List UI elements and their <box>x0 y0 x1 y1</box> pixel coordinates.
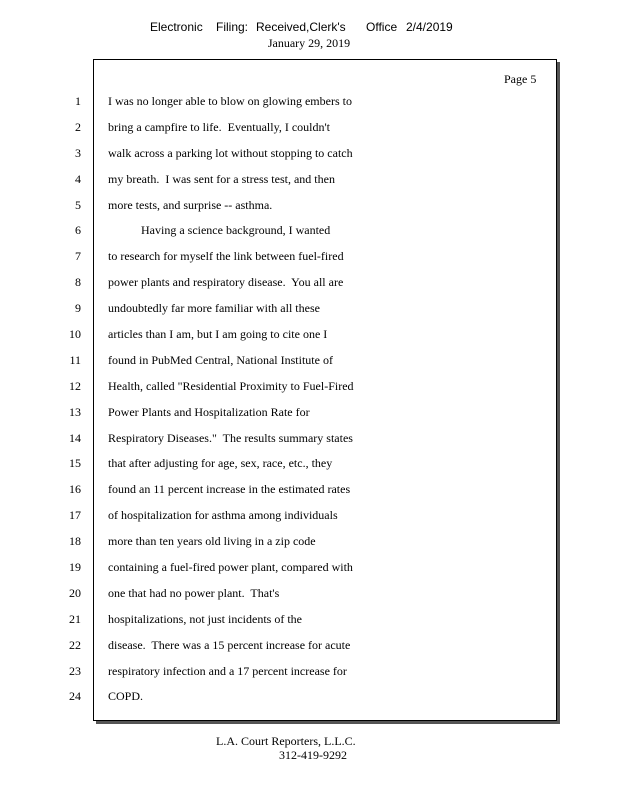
page-number: Page 5 <box>504 72 537 86</box>
line-number: 10 <box>69 327 81 342</box>
line-number: 15 <box>69 456 81 471</box>
line-number: 4 <box>75 171 81 186</box>
stamp-date: 2/4/2019 <box>406 20 453 34</box>
transcript-line <box>0 120 618 146</box>
line-text: more than ten years old living in a zip code <box>108 534 316 549</box>
transcript-line <box>0 405 618 431</box>
transcript-line <box>0 612 618 638</box>
stamp-received: Received,Clerk's <box>256 20 346 34</box>
line-number: 2 <box>75 119 81 134</box>
transcript-line <box>0 223 618 249</box>
line-text: I was no longer able to blow on glowing embers to <box>108 94 352 108</box>
transcript-line <box>0 249 618 275</box>
line-number: 7 <box>75 249 81 264</box>
line-text: walk across a parking lot without stopping to catch <box>108 145 353 160</box>
line-text: Having a science background, I wanted <box>108 223 331 238</box>
filed-date: January 29, 2019 <box>267 36 351 50</box>
line-text: Respiratory Diseases." The results summary states <box>108 430 353 445</box>
line-number: 21 <box>69 611 81 626</box>
line-number: 1 <box>75 94 81 108</box>
line-text: bring a campfire to life. Eventually, I couldn't <box>108 119 330 134</box>
line-number: 24 <box>69 689 81 704</box>
line-text: that after adjusting for age, sex, race, etc., they <box>108 456 333 471</box>
line-number: 9 <box>75 301 81 316</box>
transcript-line <box>0 560 618 586</box>
transcript-line <box>0 456 618 482</box>
transcript-line <box>0 664 618 690</box>
line-number: 18 <box>69 534 81 549</box>
electronic-filing-stamp <box>0 20 618 34</box>
line-number: 17 <box>69 508 81 523</box>
line-number: 8 <box>75 275 81 290</box>
transcript-line <box>0 94 618 120</box>
line-text: COPD. <box>108 689 144 704</box>
transcript-line <box>0 172 618 198</box>
line-number: 3 <box>75 145 81 160</box>
transcript-line <box>0 301 618 327</box>
line-text: respiratory infection and a 17 percent increase for <box>108 663 347 678</box>
stamp-filing: Filing: <box>216 20 249 34</box>
line-number: 19 <box>69 560 81 575</box>
transcript-line <box>0 379 618 405</box>
transcript-line <box>0 431 618 457</box>
court-reporter-phone: 312-419-9292 <box>279 748 347 762</box>
line-number: 14 <box>69 430 81 445</box>
court-reporter-firm: L.A. Court Reporters, L.L.C. <box>216 734 356 748</box>
line-text: to research for myself the link between fuel-fired <box>108 249 344 264</box>
transcript-line <box>0 534 618 560</box>
line-text: my breath. I was sent for a stress test, and then <box>108 171 335 186</box>
transcript-line <box>0 482 618 508</box>
line-text: disease. There was a 15 percent increase for acute <box>108 637 351 652</box>
line-text: found in PubMed Central, National Institute of <box>108 352 333 367</box>
line-number: 16 <box>69 482 81 497</box>
transcript-line <box>0 689 618 715</box>
line-number: 5 <box>75 197 81 212</box>
line-text: of hospitalization for asthma among individuals <box>108 508 338 523</box>
line-text: undoubtedly far more familiar with all these <box>108 301 320 316</box>
line-number: 23 <box>69 663 81 678</box>
transcript-line <box>0 586 618 612</box>
line-text: more tests, and surprise -- asthma. <box>108 197 273 212</box>
line-text: articles than I am, but I am going to cite one I <box>108 327 328 342</box>
line-text: power plants and respiratory disease. You all are <box>108 275 344 290</box>
line-number: 22 <box>69 637 81 652</box>
stamp-electronic: Electronic <box>150 20 203 34</box>
line-number: 13 <box>69 404 81 419</box>
transcript-line <box>0 327 618 353</box>
transcript-line <box>0 198 618 224</box>
line-text: containing a fuel-fired power plant, compared with <box>108 560 353 575</box>
line-number: 6 <box>75 223 81 238</box>
line-text: found an 11 percent increase in the estimated rates <box>108 482 351 497</box>
transcript-line <box>0 353 618 379</box>
transcript-line <box>0 638 618 664</box>
line-text: hospitalizations, not just incidents of the <box>108 611 302 626</box>
transcript-lines <box>0 94 618 715</box>
line-number: 11 <box>69 352 81 367</box>
line-number: 20 <box>69 585 81 600</box>
stamp-office: Office <box>366 20 398 34</box>
transcript-line <box>0 275 618 301</box>
transcript-line <box>0 146 618 172</box>
line-number: 12 <box>69 378 81 393</box>
line-text: one that had no power plant. That's <box>108 585 280 600</box>
line-text: Health, called "Residential Proximity to Fuel-Fired <box>108 378 354 393</box>
transcript-line <box>0 508 618 534</box>
line-text: Power Plants and Hospitalization Rate for <box>108 404 310 419</box>
